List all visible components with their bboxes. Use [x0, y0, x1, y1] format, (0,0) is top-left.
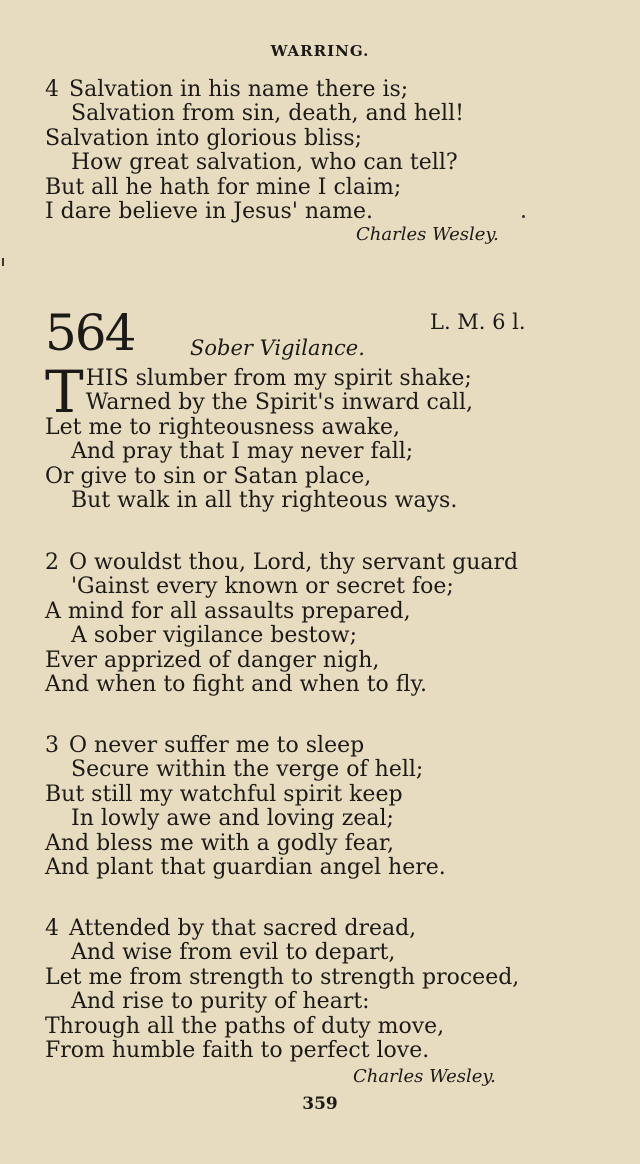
verse-number: 2: [45, 550, 59, 575]
hymn-meter: L. M. 6 l.: [430, 310, 526, 334]
hymn-title: Sober Vigilance.: [190, 336, 365, 360]
verse-line: 4 Salvation in his name there is;: [45, 77, 409, 102]
verse-line: I dare believe in Jesus' name.: [45, 199, 374, 225]
hymn-author: Charles Wesley.: [353, 1066, 496, 1087]
verse-2: [45, 551, 605, 697]
ink-speck: [522, 215, 525, 218]
verse-line: Salvation from sin, death, and hell!: [71, 101, 464, 127]
verse-3: [45, 734, 605, 880]
prev-hymn-verse-4: [45, 78, 605, 224]
verse-line: Warned by the Spirit's inward call,: [85, 390, 473, 416]
verse-line: Salvation into glorious bliss;: [45, 125, 363, 151]
verse-line: In lowly awe and loving zeal;: [71, 806, 394, 832]
verse-number: 4: [45, 916, 59, 941]
verse-line: A sober vigilance bestow;: [71, 623, 357, 649]
verse-line: And bless me with a godly fear,: [45, 830, 394, 856]
verse-line: But all he hath for mine I claim;: [45, 174, 402, 200]
verse-line: From humble faith to perfect love.: [45, 1038, 430, 1064]
running-head: WARRING.: [270, 42, 370, 60]
verse-line: Or give to sin or Satan place,: [45, 463, 372, 489]
verse-line: But still my watchful spirit keep: [45, 781, 403, 807]
verse-number: 3: [45, 733, 59, 758]
verse-line: But walk in all thy righteous ways.: [71, 488, 458, 514]
verse-number: 4: [45, 77, 59, 102]
verse-4: [45, 917, 605, 1063]
verse-line: And wise from evil to depart,: [71, 940, 396, 966]
verse-line: Secure within the verge of hell;: [71, 757, 424, 783]
verse-line: How great salvation, who can tell?: [71, 150, 458, 176]
verse-line: 2 O wouldst thou, Lord, thy servant guard: [45, 550, 519, 575]
verse-line: And when to fight and when to fly.: [45, 672, 427, 698]
verse-line: A mind for all assaults prepared,: [45, 598, 411, 624]
verse-line: 'Gainst every known or secret foe;: [71, 574, 454, 600]
verse-line: And pray that I may never fall;: [71, 439, 414, 465]
verse-line: 4 Attended by that sacred dread,: [45, 916, 417, 941]
verse-1: [45, 367, 605, 513]
hymn-number: 564: [45, 304, 135, 362]
drop-cap: T: [45, 367, 84, 416]
verse-line: Through all the paths of duty move,: [45, 1013, 445, 1039]
verse-line: Let me from strength to strength proceed,: [45, 964, 520, 990]
verse-line: And rise to purity of heart:: [71, 989, 370, 1015]
verse-line: Ever apprized of danger nigh,: [45, 647, 380, 673]
verse-line: 3 O never suffer me to sleep: [45, 733, 365, 758]
verse-line: Let me to righteousness awake,: [45, 414, 400, 440]
verse-line: HIS slumber from my spirit shake;: [85, 367, 472, 391]
page-number: 359: [302, 1094, 338, 1114]
prev-hymn-author: Charles Wesley.: [356, 224, 499, 245]
verse-line: And plant that guardian angel here.: [45, 855, 446, 881]
ink-speck: [2, 258, 4, 266]
